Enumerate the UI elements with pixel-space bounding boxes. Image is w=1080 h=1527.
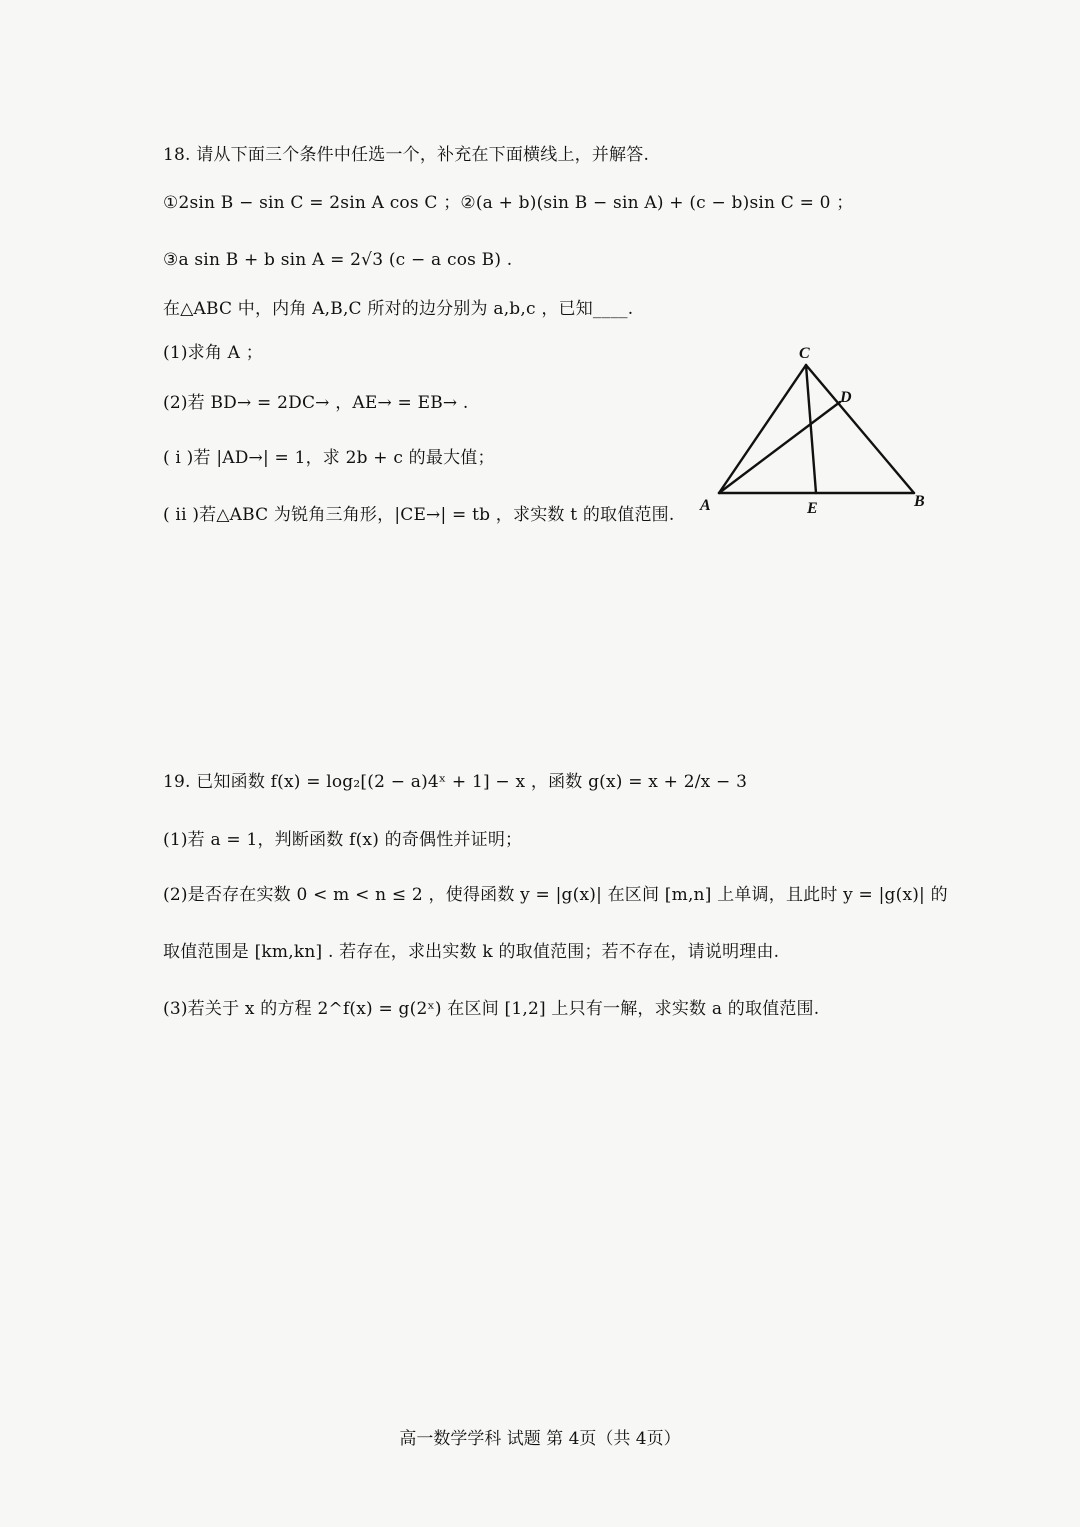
label-c: C <box>799 345 810 362</box>
label-a: A <box>700 497 711 514</box>
segment-cb <box>806 365 914 493</box>
q18-conditions-line2: ③a sin B + b sin A = 2√3 (c − a cos B) . <box>163 250 513 270</box>
page-footer: 高一数学学科 试题 第 4页（共 4页） <box>399 1429 681 1449</box>
q18-conditions-line1: ①2sin B − sin C = 2sin A cos C ；②(a + b)(sin B − sin A) + (c − b)sin C = 0 ； <box>163 193 854 213</box>
segment-ac <box>719 365 806 493</box>
segment-ce <box>806 365 816 493</box>
q18-part2-ii: ( ii )若△ABC 为锐角三角形，|CE→| = tb ，求实数 t 的取值范围. <box>163 505 675 525</box>
q19-part1: (1)若 a = 1，判断函数 f(x) 的奇偶性并证明； <box>163 830 523 850</box>
label-e: E <box>807 500 818 517</box>
q18-part2: (2)若 BD→ = 2DC→ ，AE→ = EB→ . <box>163 393 469 413</box>
q18-part1: (1)求角 A ； <box>163 343 263 363</box>
q19-stem: 19. 已知函数 f(x) = log₂[(2 − a)4ˣ + 1] − x ，函数 g(x) = x + 2/x − 3 <box>163 772 748 792</box>
q18-given: 在△ABC 中，内角 A,B,C 所对的边分别为 a,b,c ，已知____. <box>163 299 634 319</box>
label-b: B <box>914 493 925 510</box>
q18-stem: 18. 请从下面三个条件中任选一个，补充在下面横线上，并解答. <box>163 145 650 165</box>
label-d: D <box>840 389 852 406</box>
q19-part3: (3)若关于 x 的方程 2^f(x) = g(2ˣ) 在区间 [1,2] 上只有一解，求实数 a 的取值范围. <box>163 999 820 1019</box>
q19-part2-line2: 取值范围是 [km,kn] . 若存在，求出实数 k 的取值范围；若不存在，请说明理由. <box>163 942 780 962</box>
triangle-figure <box>690 336 950 522</box>
segment-ad <box>719 402 840 493</box>
q19-part2-line1: (2)是否存在实数 0 < m < n ≤ 2 ，使得函数 y = |g(x)| 在区间 [m,n] 上单调，且此时 y = |g(x)| 的 <box>163 885 948 905</box>
q18-part2-i: ( i )若 |AD→| = 1，求 2b + c 的最大值； <box>163 448 495 468</box>
